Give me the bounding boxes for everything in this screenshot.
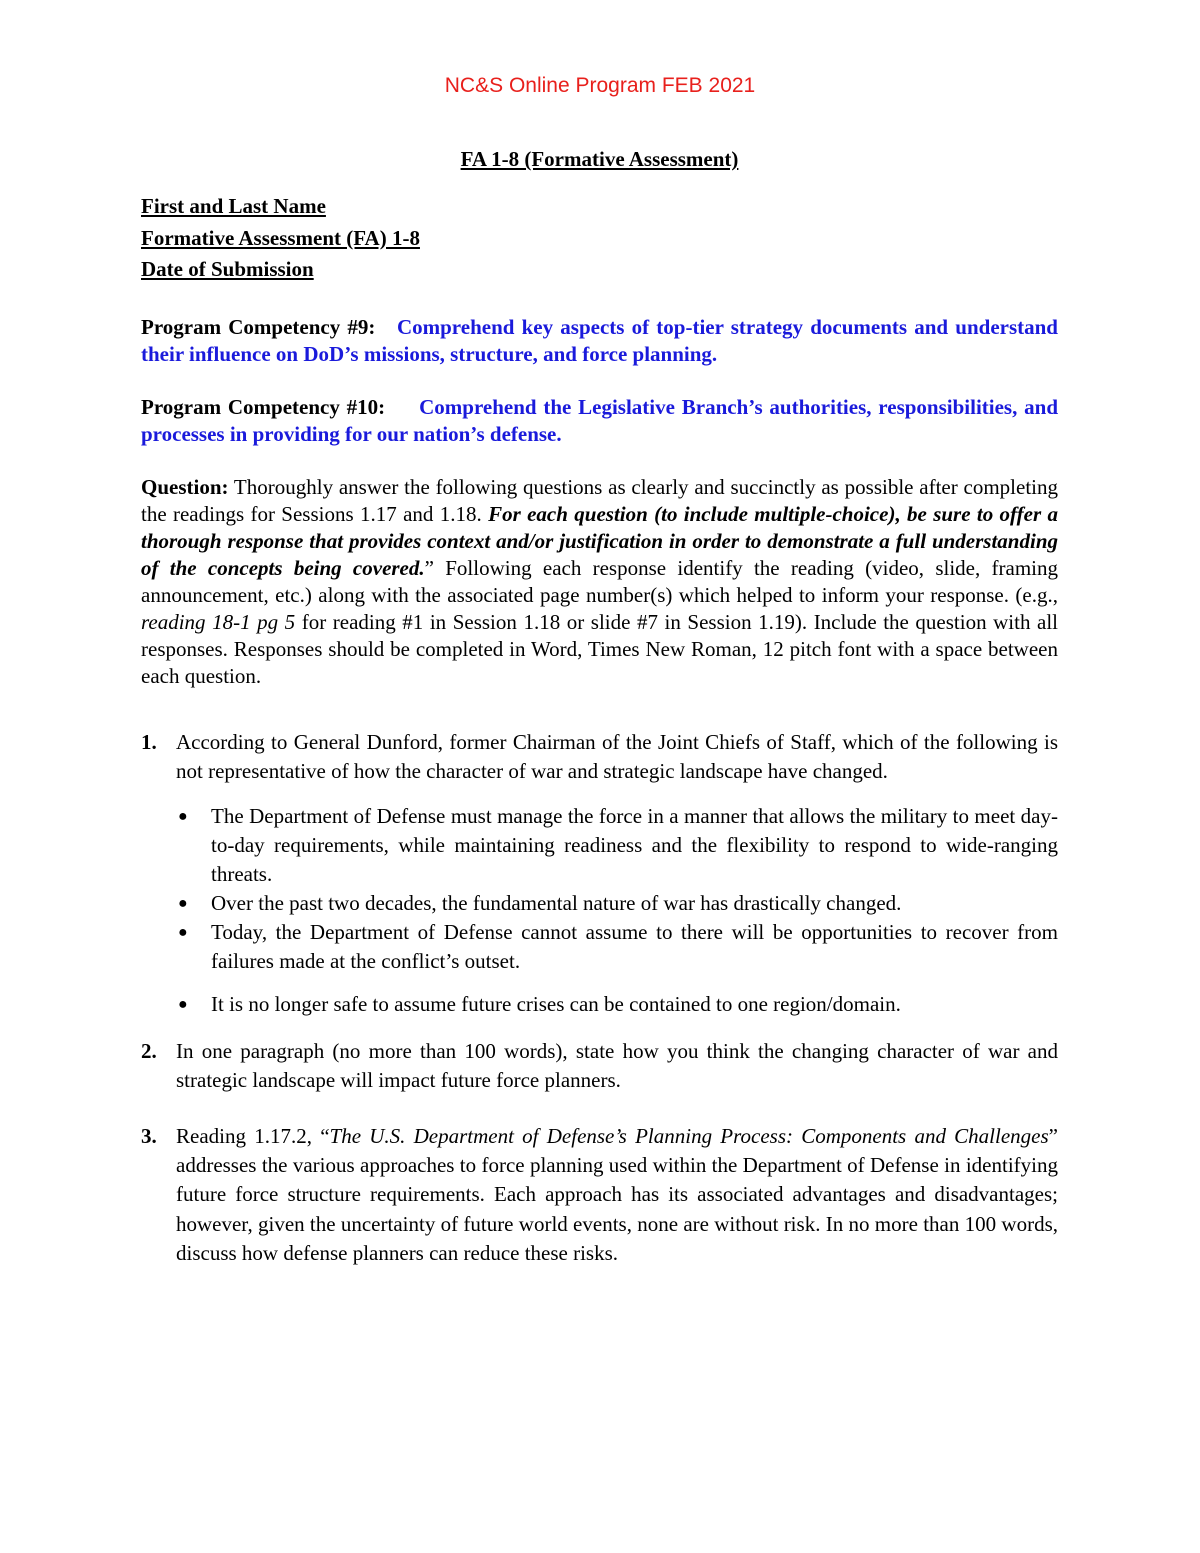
fa-line: Formative Assessment (FA) 1-8: [141, 225, 420, 250]
competency-9: [141, 314, 1058, 368]
instructions-emphasis: For each question (to include multiple-choice), be sure to offer a thorough response that provides context and/or justification in order to demonstrate a full understanding of the concepts being covered.: [141, 501, 1058, 580]
question-text: [176, 1122, 1058, 1268]
question-1: [141, 728, 1058, 1020]
option-text: The Department of Defense must manage the force in a manner that allows the military to meet day-to-day requirements, while maintaining readiness and the flexibility to respond to wide-ranging threats.: [211, 804, 1058, 887]
answer-option: [176, 802, 1058, 889]
question-number: 3.: [141, 1123, 157, 1148]
document-title: FA 1-8 (Formative Assessment): [460, 147, 739, 171]
question-number: 2.: [141, 1039, 157, 1064]
bullet-icon: ●: [178, 924, 188, 942]
reading-title: The U.S. Department of Defense’s Planning Process: Components and Challenges: [329, 1123, 1049, 1148]
question-3: [141, 1122, 1058, 1268]
bullet-icon: ●: [178, 895, 188, 913]
answer-option: [176, 889, 1058, 918]
bullet-icon: ●: [178, 996, 188, 1014]
bullet-icon: ●: [178, 808, 188, 826]
instructions-part3: for reading #1 in Session 1.18 or slide #7 in Session 1.19). Include the question with all responses. Responses should be completed in Word, Times New Roman, 12 pitch font with a space between each question.: [141, 609, 1058, 688]
question-list: [141, 728, 1058, 1269]
answer-option: [176, 918, 1058, 976]
competency-label: Program Competency #10:: [141, 394, 386, 419]
program-header: NC&S Online Program FEB 2021: [444, 74, 756, 97]
question-text-before: Reading 1.17.2, “: [176, 1123, 330, 1148]
instructions-label: Question:: [141, 474, 229, 499]
question-number: 1.: [141, 729, 157, 754]
answer-options: [176, 802, 1058, 1019]
option-text: Over the past two decades, the fundamental nature of war has drastically changed.: [211, 891, 902, 916]
competency-text: Comprehend the Legislative Branch’s authorities, responsibilities, and processes in providing for our nation’s defense.: [141, 394, 1059, 446]
question-2: [141, 1037, 1058, 1096]
question-text: According to General Dunford, former Chairman of the Joint Chiefs of Staff, which of the following is not representative of how the character of war and strategic landscape have changed.: [176, 729, 1058, 783]
instructions-paragraph: [141, 474, 1058, 690]
instructions-part1: Thoroughly answer the following questions as clearly and succinctly as possible after completing the readings for Sessions 1.17 and 1.18.: [141, 474, 1058, 526]
identification-block: [141, 191, 1058, 286]
competency-text: Comprehend key aspects of top-tier strategy documents and understand their influence on DoD’s missions, structure, and force planning.: [141, 314, 1058, 366]
answer-option: [176, 990, 1058, 1019]
document-content: [141, 145, 1058, 1268]
question-text: In one paragraph (no more than 100 words), state how you think the changing character of war and strategic landscape will impact future force planners.: [176, 1039, 1058, 1093]
instructions-example: reading 18-1 pg 5: [141, 609, 296, 634]
competency-label: Program Competency #9:: [141, 314, 376, 339]
name-line: First and Last Name: [141, 194, 326, 218]
option-text: Today, the Department of Defense cannot assume to there will be opportunities to recover from failures made at the conflict’s outset.: [211, 920, 1058, 974]
competency-10: [141, 394, 1058, 448]
date-line: Date of Submission: [141, 257, 314, 281]
option-text: It is no longer safe to assume future crises can be contained to one region/domain.: [211, 992, 901, 1017]
instructions-part2: ” Following each response identify the reading (video, slide, framing announcement, etc.) along with the associated page number(s) which helped to inform your response. (e.g.,: [141, 555, 1058, 607]
question-text-after: ” addresses the various approaches to force planning used within the Department of Defense in identifying future force structure requirements. Each approach has its associated advantages and disadvantages; however, given the uncertainty of future world events, none are without risk. In no more than 100 words, discuss how defense planners can reduce these risks.: [176, 1123, 1058, 1265]
